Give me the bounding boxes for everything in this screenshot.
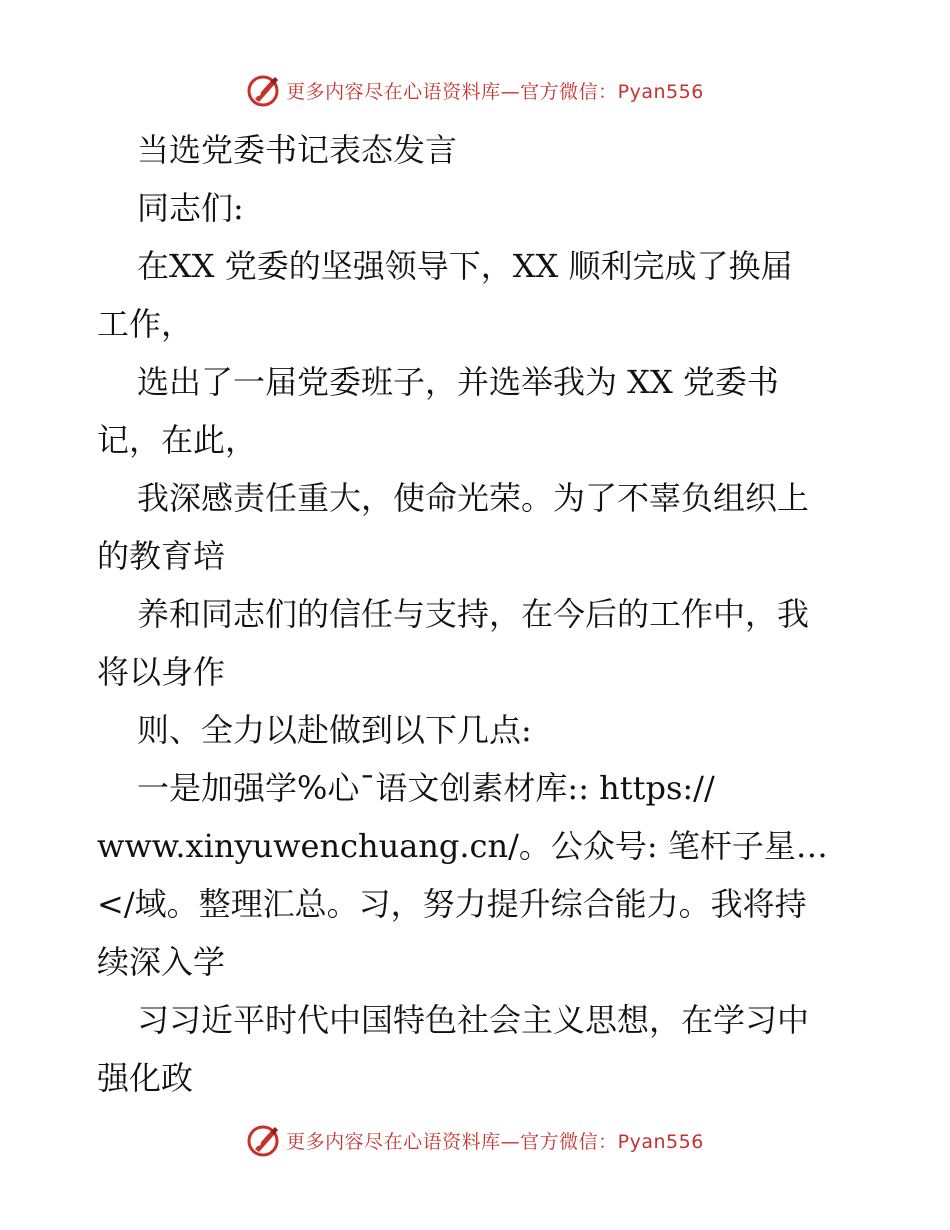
document-line: 续深入学 xyxy=(97,943,226,981)
document-line: 将以身作 xyxy=(97,653,226,691)
document-line: 记，在此， xyxy=(97,421,258,459)
document-line: 我深感责任重大，使命光荣。为了不辜负组织上 xyxy=(137,479,810,517)
document-line: </域。整理汇总。习，努力提升综合能力。我将持 xyxy=(97,885,807,923)
document-line: 则、全力以赴做到以下几点: xyxy=(137,711,532,749)
document-line: 的教育培 xyxy=(97,537,226,575)
document-line: 习习近平时代中国特色社会主义思想，在学习中 xyxy=(137,1001,810,1039)
document-line: 同志们: xyxy=(137,189,244,227)
watermark-text: 更多内容尽在心语资料库—官方微信：Pyan556 xyxy=(286,80,704,103)
pen-logo-icon xyxy=(246,1122,282,1158)
document-line: 强化政 xyxy=(97,1059,194,1097)
footer-watermark xyxy=(0,1118,950,1162)
document-line: 选出了一届党委班子，并选举我为 XX 党委书 xyxy=(137,363,779,401)
pen-logo-icon xyxy=(246,72,282,108)
document-line: www.xinyuwenchuang.cn/。公众号: 笔杆子星… xyxy=(97,827,828,865)
document-body xyxy=(97,121,857,1107)
document-line: 养和同志们的信任与支持，在今后的工作中，我 xyxy=(137,595,810,633)
document-line: 工作， xyxy=(97,305,194,343)
document-line: 一是加强学%心¯语文创素材库:: https:// xyxy=(137,769,715,807)
document-line: 当选党委书记表态发言 xyxy=(137,131,458,169)
watermark-text: 更多内容尽在心语资料库—官方微信：Pyan556 xyxy=(286,1130,704,1153)
header-watermark xyxy=(0,68,950,112)
document-line: 在XX 党委的坚强领导下，XX 顺利完成了换届 xyxy=(137,247,793,285)
